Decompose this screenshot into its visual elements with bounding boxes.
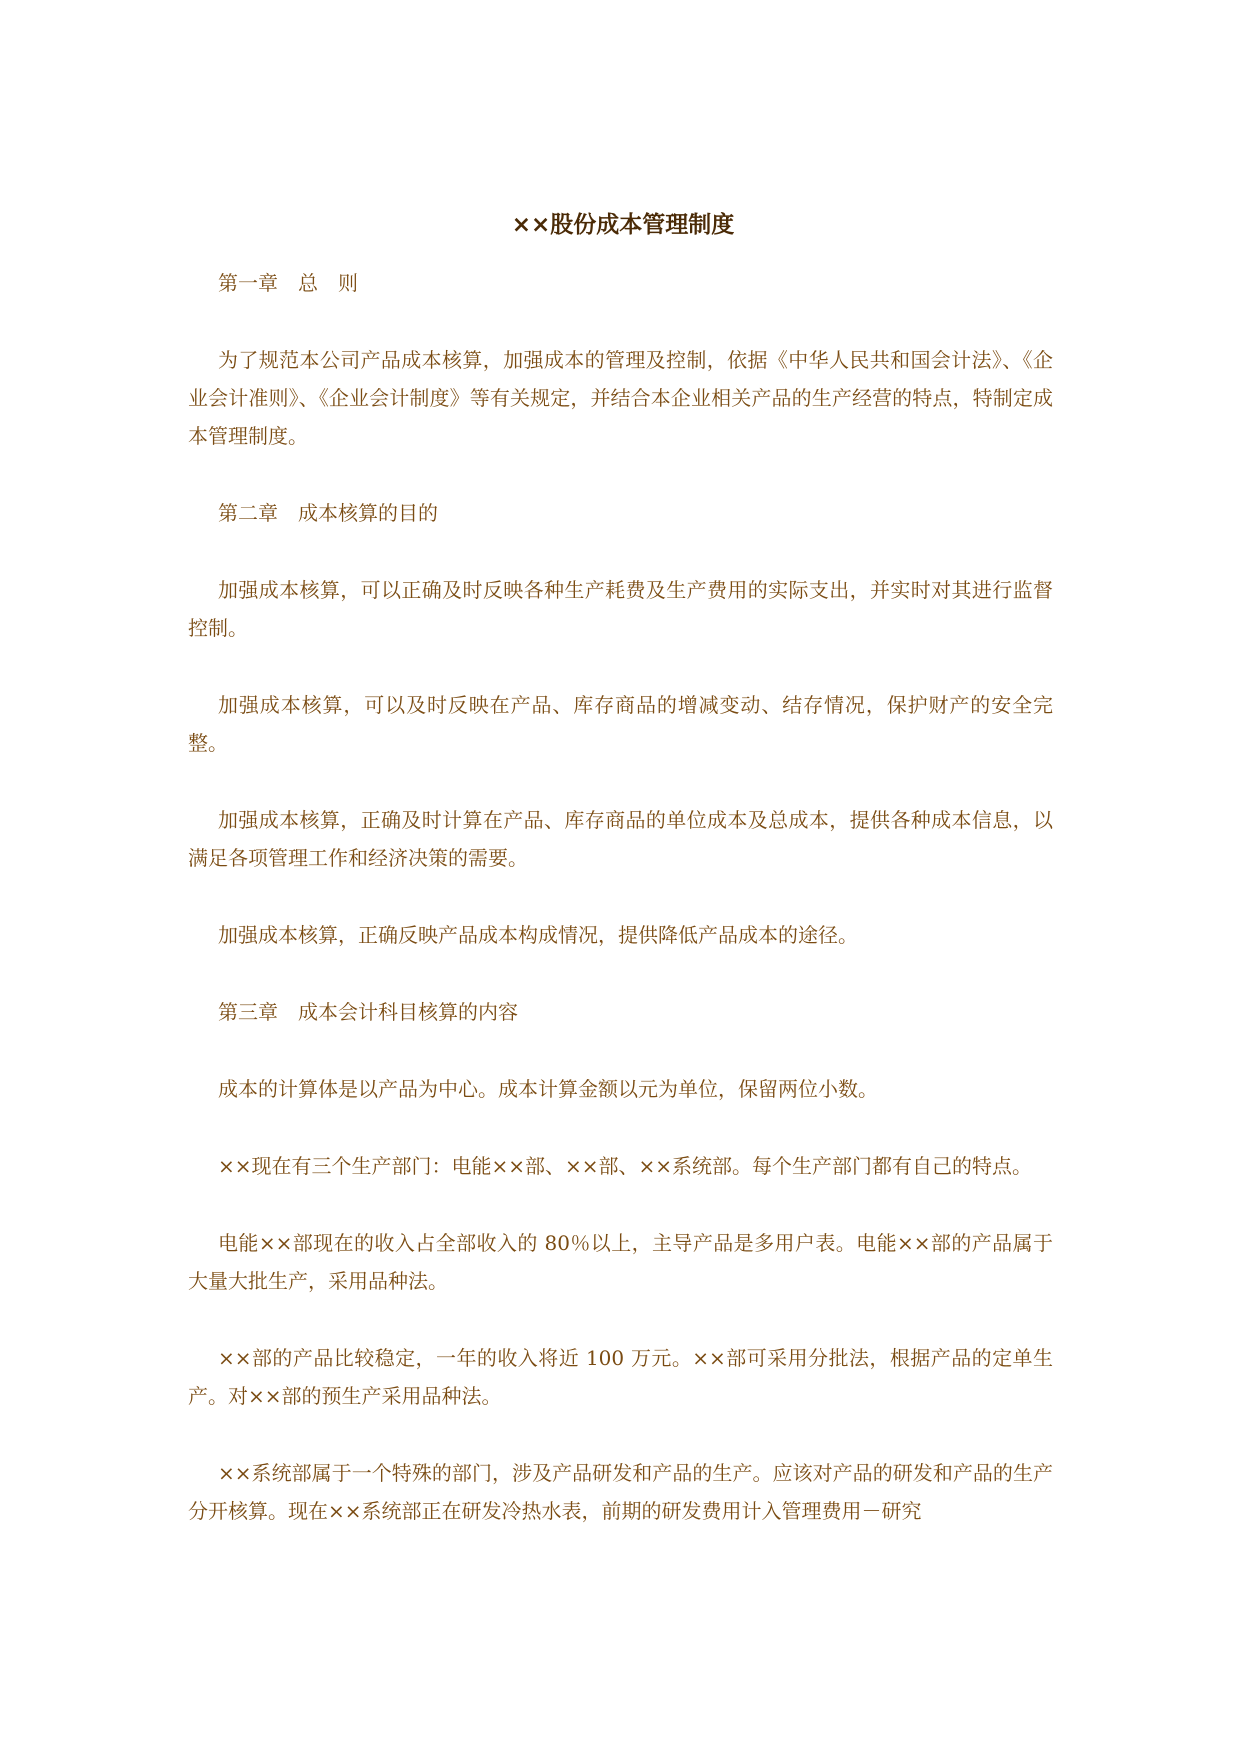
paragraph: 加强成本核算，可以及时反映在产品、库存商品的增减变动、结存情况，保护财产的安全完整。 — [188, 693, 1053, 755]
paragraph: 电能××部现在的收入占全部收入的 80％以上，主导产品是多用户表。电能××部的产品属于大量大批生产，采用品种法。 — [188, 1231, 1053, 1293]
paragraph: 加强成本核算，正确反映产品成本构成情况，提供降低产品成本的途径。 — [218, 923, 858, 947]
document-title: ××股份成本管理制度 — [511, 212, 735, 238]
paragraph: ××部的产品比较稳定，一年的收入将近 100 万元。××部可采用分批法，根据产品的定单生产。对××部的预生产采用品种法。 — [188, 1346, 1053, 1408]
paragraph: 成本的计算体是以产品为中心。成本计算金额以元为单位，保留两位小数。 — [218, 1077, 878, 1101]
chapter-2-heading: 第二章 成本核算的目的 — [218, 501, 438, 525]
document-body — [188, 205, 1053, 1569]
paragraph: 加强成本核算，可以正确及时反映各种生产耗费及生产费用的实际支出，并实时对其进行监督控制。 — [188, 578, 1053, 640]
paragraph: ××现在有三个生产部门：电能××部、××部、××系统部。每个生产部门都有自己的特点。 — [218, 1154, 1033, 1178]
paragraph: 加强成本核算，正确及时计算在产品、库存商品的单位成本及总成本，提供各种成本信息，以满足各项管理工作和经济决策的需要。 — [188, 808, 1053, 870]
paragraph: ××系统部属于一个特殊的部门，涉及产品研发和产品的生产。应该对产品的研发和产品的生产分开核算。现在××系统部正在研发冷热水表，前期的研发费用计入管理费用－研究 — [188, 1461, 1053, 1523]
chapter-1-heading: 第一章 总 则 — [218, 271, 358, 295]
chapter-3-heading: 第三章 成本会计科目核算的内容 — [218, 1000, 518, 1024]
paragraph: 为了规范本公司产品成本核算，加强成本的管理及控制，依据《中华人民共和国会计法》、《企业会计准则》、《企业会计制度》等有关规定，并结合本企业相关产品的生产经营的特点，特制定成本管理制度。 — [188, 348, 1053, 448]
